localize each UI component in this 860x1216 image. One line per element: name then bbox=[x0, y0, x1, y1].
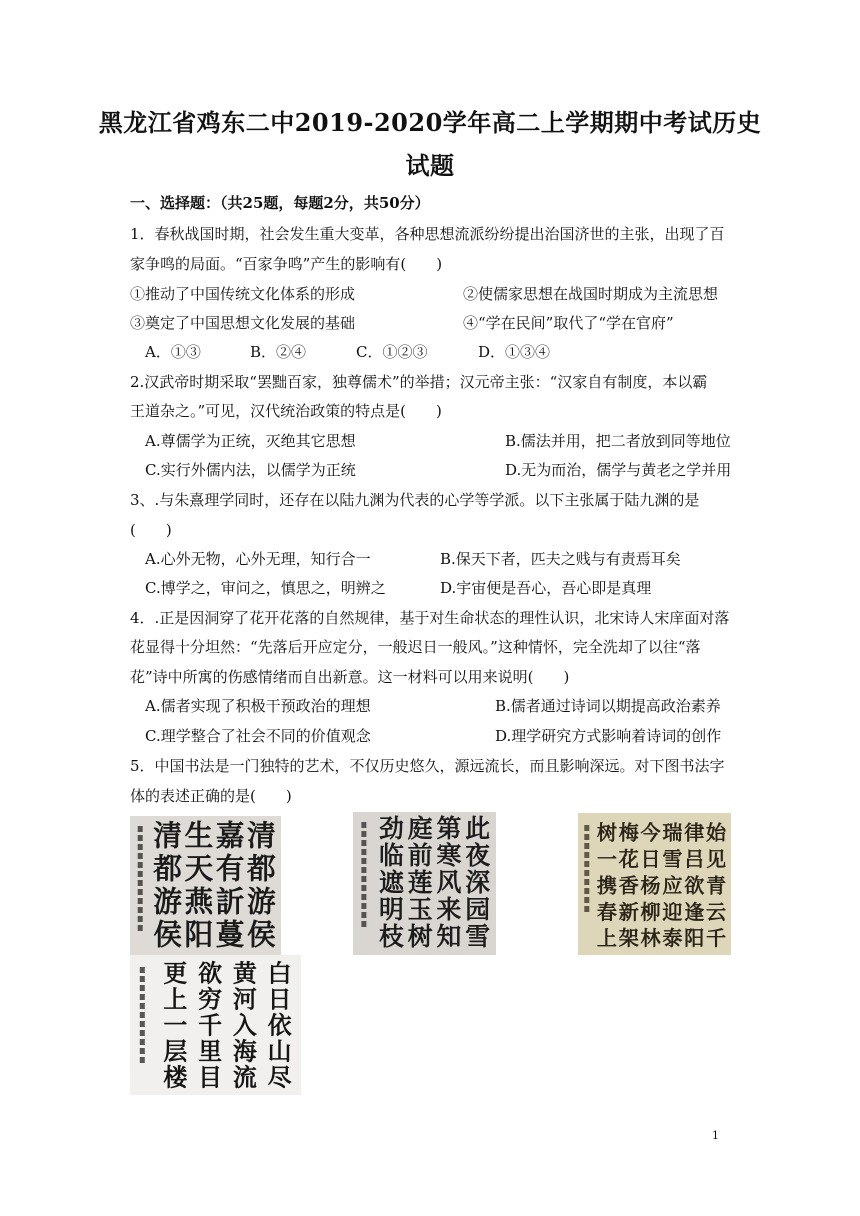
calligraphy-image-2 bbox=[353, 812, 496, 955]
calligraphy-glyph: 欲 bbox=[684, 873, 705, 898]
inscription-mark bbox=[138, 880, 143, 886]
q1-option-c: C．①②③ bbox=[356, 343, 428, 361]
inscription-mark bbox=[140, 1012, 145, 1018]
calligraphy-image-4 bbox=[130, 955, 301, 1095]
inscription-mark bbox=[138, 871, 143, 877]
inscription-mark bbox=[138, 907, 143, 913]
calligraphy-glyph: 第 bbox=[436, 814, 462, 844]
calligraphy-glyph: 千 bbox=[198, 1011, 223, 1040]
q3-option-d: D.宇宙便是吾心，吾心即是真理 bbox=[440, 579, 652, 597]
inscription-mark bbox=[361, 885, 366, 891]
calligraphy-glyph: 都 bbox=[153, 851, 182, 886]
inscription-mark bbox=[138, 826, 143, 832]
calligraphy-glyph: 日 bbox=[267, 985, 292, 1014]
calligraphy-glyph: 山 bbox=[267, 1037, 292, 1066]
inscription-mark bbox=[584, 879, 589, 885]
calligraphy-glyph: 更 bbox=[163, 959, 188, 988]
q1-item-3: ③奠定了中国思想文化发展的基础 bbox=[130, 314, 356, 332]
calligraphy-glyph: 流 bbox=[232, 1063, 257, 1092]
calligraphy-glyph: 依 bbox=[267, 1011, 292, 1040]
q1-item-1: ①推动了中国传统文化体系的形成 bbox=[130, 285, 356, 303]
inscription-mark bbox=[361, 849, 366, 855]
calligraphy-glyph: 林 bbox=[640, 926, 661, 951]
q4-stem-line-3: 花”诗中所寓的伤感情绪而自出新意。这一材料可以用来说明( ) bbox=[130, 668, 570, 686]
calligraphy-glyph: 云 bbox=[706, 899, 727, 924]
inscription-mark bbox=[361, 876, 366, 882]
q5-stem-line-2: 体的表述正确的是( ) bbox=[130, 787, 292, 805]
inscription-mark bbox=[140, 985, 145, 991]
calligraphy-glyph: 上 bbox=[163, 985, 188, 1014]
calligraphy-glyph: 楼 bbox=[163, 1063, 188, 1092]
calligraphy-glyph: 莲 bbox=[407, 868, 433, 898]
inscription-mark bbox=[140, 1003, 145, 1009]
calligraphy-image-3 bbox=[578, 813, 731, 955]
inscription-mark bbox=[584, 906, 589, 912]
calligraphy-glyph: 雪 bbox=[662, 846, 683, 871]
calligraphy-glyph: 有 bbox=[215, 851, 245, 886]
calligraphy-glyph: 风 bbox=[436, 868, 462, 898]
calligraphy-glyph: 劲 bbox=[378, 814, 404, 844]
inscription-mark bbox=[584, 861, 589, 867]
calligraphy-glyph: 架 bbox=[618, 926, 639, 951]
calligraphy-glyph: 层 bbox=[163, 1037, 188, 1066]
calligraphy-glyph: 见 bbox=[706, 846, 727, 871]
q1-option-b: B．②④ bbox=[250, 343, 307, 361]
inscription-mark bbox=[138, 925, 143, 931]
q4-stem-line-1: 4．.正是因洞穿了花开花落的自然规律，基于对生命状态的理性认识，北宋诗人宋庠面对落 bbox=[130, 609, 730, 627]
q1-stem-line-2: 家争鸣的局面。“百家争鸣”产生的影响有( ) bbox=[130, 255, 443, 273]
calligraphy-glyph: 寒 bbox=[436, 841, 462, 871]
inscription-mark bbox=[361, 858, 366, 864]
calligraphy-glyph: 游 bbox=[153, 884, 182, 919]
calligraphy-glyph: 遮 bbox=[378, 868, 404, 898]
calligraphy-glyph: 阳 bbox=[184, 917, 214, 952]
calligraphy-glyph: 泰 bbox=[662, 926, 683, 951]
calligraphy-glyph: 今 bbox=[640, 820, 661, 845]
q4-option-c: C.理学整合了社会不同的价值观念 bbox=[145, 727, 371, 745]
q2-option-c: C.实行外儒内法，以儒学为正统 bbox=[145, 461, 356, 479]
section-heading: 一、选择题：（共25题，每题2分，共50分） bbox=[130, 194, 430, 212]
calligraphy-glyph: 枝 bbox=[378, 922, 404, 952]
inscription-mark bbox=[140, 976, 145, 982]
calligraphy-glyph: 深 bbox=[465, 868, 491, 898]
inscription-mark bbox=[361, 840, 366, 846]
q1-item-4: ④“学在民间”取代了“学在官府” bbox=[463, 314, 674, 332]
document-title-line-2: 试题 bbox=[405, 151, 455, 180]
inscription-mark bbox=[140, 1057, 145, 1063]
calligraphy-glyph: 游 bbox=[247, 884, 276, 919]
calligraphy-glyph: 始 bbox=[706, 820, 727, 845]
calligraphy-glyph: 阳 bbox=[684, 926, 705, 951]
q3-stem-line-2: ( ) bbox=[130, 521, 172, 539]
inscription-mark bbox=[361, 903, 366, 909]
calligraphy-glyph: 香 bbox=[618, 873, 639, 898]
calligraphy-glyph: 来 bbox=[436, 895, 462, 925]
calligraphy-glyph: 尽 bbox=[267, 1063, 292, 1092]
calligraphy-glyph: 携 bbox=[596, 873, 617, 898]
inscription-mark bbox=[584, 888, 589, 894]
calligraphy-glyph: 此 bbox=[465, 814, 491, 844]
calligraphy-glyph: 临 bbox=[378, 841, 404, 871]
calligraphy-glyph: 新 bbox=[618, 899, 639, 924]
calligraphy-glyph: 迎 bbox=[662, 899, 683, 924]
inscription-mark bbox=[138, 916, 143, 922]
calligraphy-glyph: 知 bbox=[436, 922, 462, 952]
inscription-mark bbox=[140, 967, 145, 973]
q2-option-b: B.儒法并用，把二者放到同等地位 bbox=[505, 432, 731, 450]
calligraphy-glyph: 青 bbox=[706, 873, 727, 898]
q1-stem-line-1: 1．春秋战国时期，社会发生重大变革，各种思想流派纷纷提出治国济世的主张，出现了百 bbox=[130, 225, 725, 243]
calligraphy-glyph: 入 bbox=[232, 1011, 257, 1040]
inscription-mark bbox=[584, 825, 589, 831]
inscription-mark bbox=[140, 1030, 145, 1036]
calligraphy-glyph: 上 bbox=[596, 926, 617, 951]
calligraphy-glyph: 天 bbox=[184, 851, 214, 886]
document-title-line-1: 黑龙江省鸡东二中2019-2020学年高二上学期期中考试历史 bbox=[98, 108, 762, 137]
q3-option-a: A.心外无物，心外无理，知行合一 bbox=[145, 550, 371, 568]
calligraphy-glyph: 庭 bbox=[407, 814, 433, 844]
q5-stem-line-1: 5．中国书法是一门独特的艺术，不仅历史悠久，源远流长，而且影响深远。对下图书法字 bbox=[130, 757, 725, 775]
calligraphy-glyph: 花 bbox=[618, 846, 639, 871]
inscription-mark bbox=[138, 889, 143, 895]
calligraphy-glyph: 河 bbox=[232, 985, 257, 1014]
calligraphy-glyph: 燕 bbox=[184, 884, 214, 919]
q4-option-d: D.理学研究方式影响着诗词的创作 bbox=[495, 727, 722, 745]
calligraphy-glyph: 一 bbox=[596, 846, 617, 871]
inscription-mark bbox=[140, 994, 145, 1000]
calligraphy-glyph: 应 bbox=[662, 873, 683, 898]
inscription-mark bbox=[361, 822, 366, 828]
calligraphy-glyph: 杨 bbox=[640, 873, 661, 898]
calligraphy-image-1 bbox=[130, 816, 281, 956]
calligraphy-glyph: 里 bbox=[198, 1037, 223, 1066]
q1-option-a: A．①③ bbox=[145, 343, 201, 361]
inscription-mark bbox=[584, 843, 589, 849]
page-number: 1 bbox=[712, 1129, 719, 1142]
q2-stem-line-2: 王道杂之。”可见，汉代统治政策的特点是( ) bbox=[130, 402, 442, 420]
calligraphy-glyph: 雪 bbox=[465, 922, 491, 952]
calligraphy-glyph: 海 bbox=[232, 1037, 257, 1066]
calligraphy-glyph: 前 bbox=[407, 841, 433, 871]
inscription-mark bbox=[140, 1021, 145, 1027]
calligraphy-glyph: 梅 bbox=[618, 820, 639, 845]
calligraphy-glyph: 目 bbox=[198, 1063, 223, 1092]
q2-stem-line-1: 2.汉武帝时期采取“罢黜百家，独尊儒术”的举措；汉元帝主张：“汉家自有制度，本以霸 bbox=[130, 373, 708, 391]
q1-option-d: D．①③④ bbox=[478, 343, 551, 361]
calligraphy-glyph: 夜 bbox=[465, 841, 491, 871]
inscription-mark bbox=[138, 862, 143, 868]
calligraphy-glyph: 日 bbox=[640, 846, 661, 871]
inscription-mark bbox=[361, 867, 366, 873]
inscription-mark bbox=[584, 852, 589, 858]
inscription-mark bbox=[140, 1048, 145, 1054]
calligraphy-glyph: 千 bbox=[706, 926, 727, 951]
q3-stem-line-1: 3、.与朱熹理学同时，还存在以陆九渊为代表的心学等学派。以下主张属于陆九渊的是 bbox=[130, 491, 700, 509]
q3-option-c: C.博学之，审问之，慎思之，明辨之 bbox=[145, 579, 386, 597]
calligraphy-glyph: 柳 bbox=[640, 899, 661, 924]
calligraphy-glyph: 律 bbox=[684, 820, 705, 845]
inscription-mark bbox=[138, 844, 143, 850]
inscription-mark bbox=[138, 898, 143, 904]
calligraphy-glyph: 一 bbox=[163, 1011, 188, 1040]
calligraphy-glyph: 玉 bbox=[407, 895, 433, 925]
inscription-mark bbox=[361, 912, 366, 918]
calligraphy-glyph: 清 bbox=[153, 818, 182, 853]
inscription-mark bbox=[138, 853, 143, 859]
q3-option-b: B.保天下者，匹夫之贱与有责焉耳矣 bbox=[440, 550, 681, 568]
inscription-mark bbox=[361, 894, 366, 900]
calligraphy-glyph: 园 bbox=[465, 895, 491, 925]
calligraphy-glyph: 都 bbox=[247, 851, 276, 886]
calligraphy-glyph: 黄 bbox=[232, 959, 257, 988]
q2-option-a: A.尊儒学为正统，灭绝其它思想 bbox=[145, 432, 356, 450]
q4-option-a: A.儒者实现了积极干预政治的理想 bbox=[145, 697, 371, 715]
inscription-mark bbox=[584, 870, 589, 876]
q4-option-b: B.儒者通过诗词以期提高政治素养 bbox=[495, 697, 721, 715]
calligraphy-glyph: 树 bbox=[407, 922, 433, 952]
inscription-mark bbox=[138, 835, 143, 841]
calligraphy-glyph: 瑞 bbox=[662, 820, 683, 845]
calligraphy-glyph: 欲 bbox=[198, 959, 223, 988]
calligraphy-glyph: 逢 bbox=[684, 899, 705, 924]
calligraphy-glyph: 侯 bbox=[247, 917, 276, 952]
calligraphy-glyph: 嘉 bbox=[215, 818, 245, 853]
inscription-mark bbox=[584, 834, 589, 840]
calligraphy-glyph: 穷 bbox=[198, 985, 223, 1014]
calligraphy-glyph: 生 bbox=[184, 818, 214, 853]
inscription-mark bbox=[584, 897, 589, 903]
q4-stem-line-2: 花显得十分坦然：“先落后开应定分，一般迟日一般风。”这种情怀，完全洗却了以往“落 bbox=[130, 638, 701, 656]
calligraphy-glyph: 訢 bbox=[215, 884, 245, 919]
calligraphy-glyph: 树 bbox=[596, 820, 617, 845]
calligraphy-glyph: 清 bbox=[247, 818, 276, 853]
calligraphy-glyph: 白 bbox=[267, 959, 292, 988]
calligraphy-glyph: 明 bbox=[378, 895, 404, 925]
inscription-mark bbox=[140, 1039, 145, 1045]
calligraphy-glyph: 春 bbox=[596, 899, 617, 924]
calligraphy-glyph: 吕 bbox=[684, 846, 705, 871]
calligraphy-glyph: 侯 bbox=[153, 917, 182, 952]
q1-item-2: ②使儒家思想在战国时期成为主流思想 bbox=[463, 285, 719, 303]
inscription-mark bbox=[361, 831, 366, 837]
calligraphy-glyph: 蔓 bbox=[215, 917, 245, 952]
q2-option-d: D.无为而治，儒学与黄老之学并用 bbox=[505, 461, 732, 479]
inscription-mark bbox=[361, 921, 366, 927]
